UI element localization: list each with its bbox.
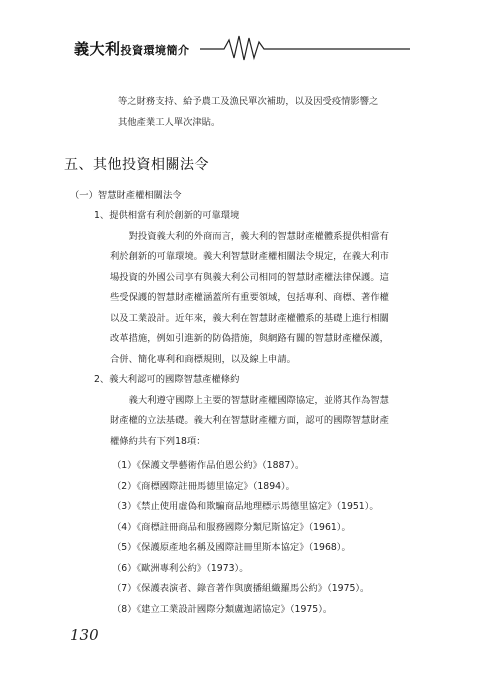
page-header [0,0,480,70]
header-title-sub: 投資環境簡介 [120,44,190,57]
item1-line: 利於創新的可靠環境。義大利智慧財產權相關法令規定，在義大利市 [110,251,389,262]
page-number: 130 [70,626,99,644]
intro-line: 其他產業工人單次津貼。 [118,116,221,128]
item1-paragraph [110,227,420,371]
treaty-item: （8）《建立工業設計國際分類盧迦諾協定》（1975）。 [112,603,333,615]
item1-line: 場投資的外國公司享有與義大利公司相同的智慧財產權法律保護。這 [110,271,389,283]
treaty-list [112,456,420,620]
item2-line: 財產權的立法基礎。義大利在智慧財產權方面，認可的國際智慧財產 [110,415,389,426]
subsection-title: （一）智慧財產權相關法令 [70,189,182,201]
header-decoration [0,0,480,70]
item2-heading: 2、義大利認可的國際智慧產權條約 [94,374,240,385]
section-title: 五、其他投資相關法令 [64,157,209,173]
header-zigzag-line [200,36,410,60]
treaty-item: （6）《歐洲專利公約》（1973）。 [112,562,249,574]
treaty-item: （2）《商標國際註冊馬德里協定》（1894）。 [112,480,295,492]
treaty-item: （3）《禁止使用虛偽和欺騙商品地理標示馬德里協定》（1951）。 [112,501,379,512]
item1-line: 以及工業設計。近年來，義大利在智慧財產權體系的基礎上進行相關 [110,312,389,324]
item1-line: 合併、簡化專利和商標規則，以及線上申請。 [110,353,296,365]
intro-paragraph [118,92,420,133]
item1-line: 改革措施，例如引進新的防偽措施，與網路有關的智慧財產權保護， [110,333,389,344]
treaty-item: （4）《商標註冊商品和服務國際分類尼斯協定》（1961）。 [112,521,351,533]
intro-line: 等之財務支持、給予農工及漁民單次補助，以及因受疫情影響之 [118,96,379,107]
item2-line: 義大利遵守國際上主要的智慧財產權國際協定，並將其作為智慧 [128,394,389,406]
treaty-item: （7）《保護表演者、錄音著作與廣播組織羅馬公約》（1975）。 [112,583,370,594]
item1-line: 對投資義大利的外商而言，義大利的智慧財產權體系提供相當有 [128,230,389,242]
treaty-item: （1）《保護文學藝術作品伯恩公約》（1887）。 [112,460,305,471]
treaty-item: （5）《保護原產地名稱及國際註冊里斯本協定》（1968）。 [112,542,351,553]
header-title-main: 義大利 [74,40,121,58]
item1-line: 些受保護的智慧財產權涵蓋所有重要領域，包括專利、商標、著作權 [110,292,389,303]
item2-line: 權條約共有下列18項： [110,435,206,447]
item1-heading: 1、提供相當有利於創新的可靠環境 [94,210,240,221]
header-title [74,38,190,59]
item2-paragraph [110,391,420,453]
page-content [64,92,420,620]
